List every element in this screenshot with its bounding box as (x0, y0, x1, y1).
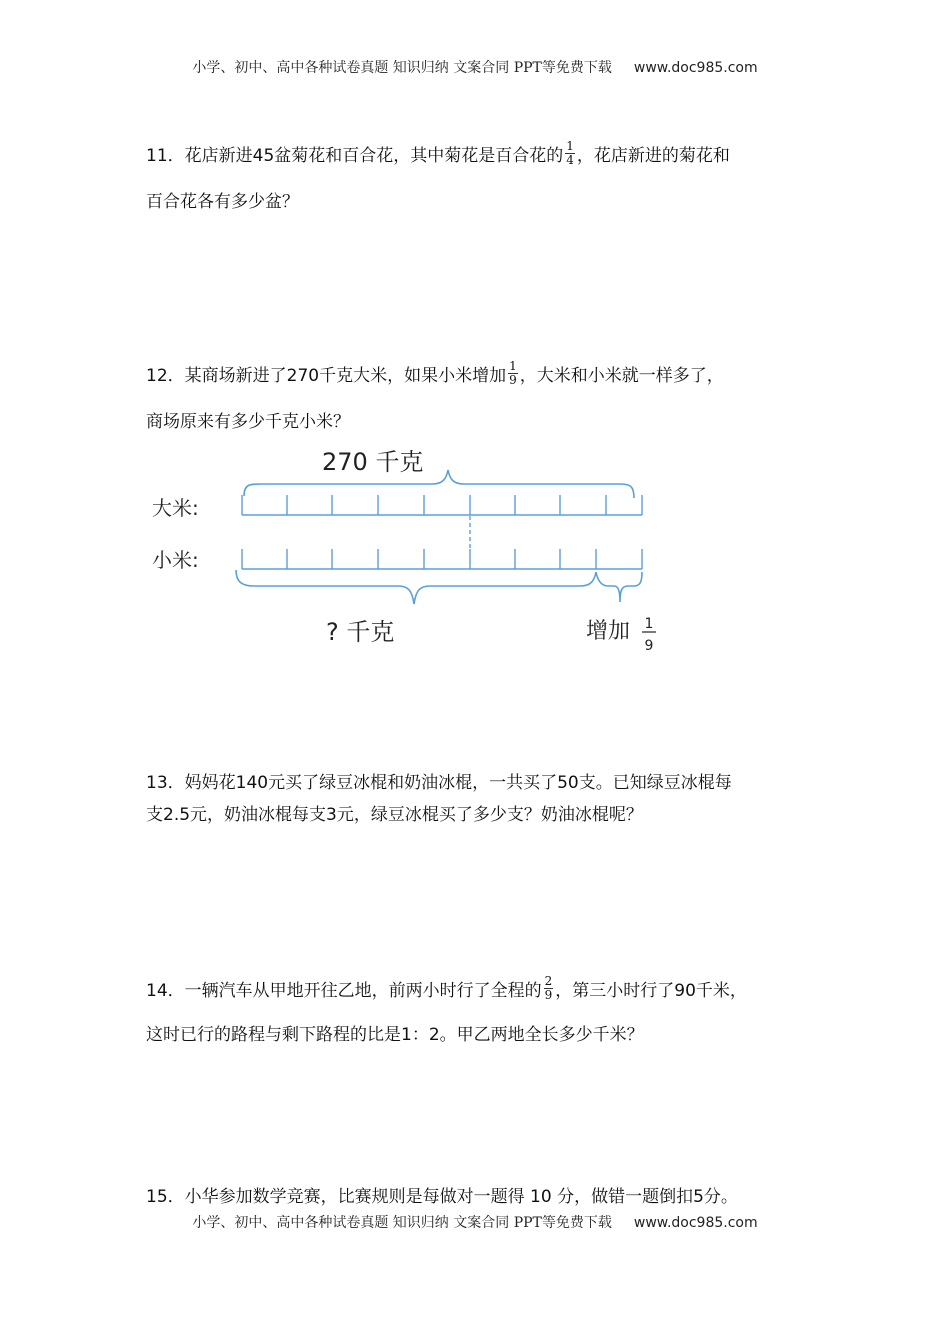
row2-label: 小米: (152, 548, 199, 572)
millet-ticks (242, 549, 642, 569)
q11-fraction: $\frac{1}{4}$ (566, 138, 574, 167)
increase-den: 9 (644, 638, 654, 654)
question-11 (146, 140, 814, 218)
increase-num: 1 (644, 616, 654, 632)
q11-line2: 百合花各有多少盆？ (146, 192, 299, 212)
q14-line2: 这时已行的路程与剩下路程的比是1：2。甲乙两地全长多少千米？ (146, 1025, 644, 1045)
rice-ticks (242, 495, 642, 515)
q13-line1: 13．妈妈花140元买了绿豆冰棍和奶油冰棍，一共买了50支。已知绿豆冰棍每 (146, 773, 732, 793)
q11-line1-after: ，花店新进的菊花和 (576, 146, 730, 166)
row1-label: 大米: (152, 496, 199, 520)
q14-line1-after: ，第三小时行了90千米， (555, 981, 747, 1001)
page-header (0, 57, 950, 77)
page-footer (0, 1212, 950, 1232)
question-12 (146, 360, 814, 438)
footer-url[interactable]: www.doc985.com (633, 1215, 758, 1231)
top-label: 270 千克 (322, 448, 424, 476)
q14-fraction: $\frac{2}{9}$ (544, 973, 553, 1002)
footer-text: 小学、初中、高中各种试卷真题 知识归纳 文案合同 PPT等免费下载 (192, 1215, 612, 1231)
q11-line1-before: 11．花店新进45盆菊花和百合花，其中菊花是百合花的 (146, 146, 564, 166)
question-14 (146, 975, 814, 1051)
line-segment-diagram (150, 440, 670, 660)
q12-line2: 商场原来有多少千克小米？ (146, 412, 350, 432)
question-15 (146, 1181, 814, 1213)
q13-line2: 支2.5元，奶油冰棍每支3元，绿豆冰棍买了多少支？奶油冰棍呢？ (146, 805, 643, 825)
q12-line1-before: 12．某商场新进了270千克大米，如果小米增加 (146, 366, 507, 386)
q15-line1: 15．小华参加数学竞赛，比赛规则是每做对一题得 10 分，做错一题倒扣5分。 (146, 1187, 738, 1207)
increase-brace (596, 572, 642, 602)
header-text: 小学、初中、高中各种试卷真题 知识归纳 文案合同 PPT等免费下载 (192, 60, 612, 76)
top-brace (244, 470, 634, 498)
header-url[interactable]: www.doc985.com (633, 60, 758, 76)
q12-line1-after: ，大米和小米就一样多了， (519, 366, 724, 386)
increase-label: 增加 (586, 619, 631, 644)
q14-line1-before: 14．一辆汽车从甲地开往乙地，前两小时行了全程的 (146, 981, 542, 1001)
q12-fraction: $\frac{1}{9}$ (509, 358, 517, 387)
question-13 (146, 767, 814, 831)
bottom-label: ? 千克 (326, 618, 395, 646)
bottom-brace (236, 570, 596, 604)
